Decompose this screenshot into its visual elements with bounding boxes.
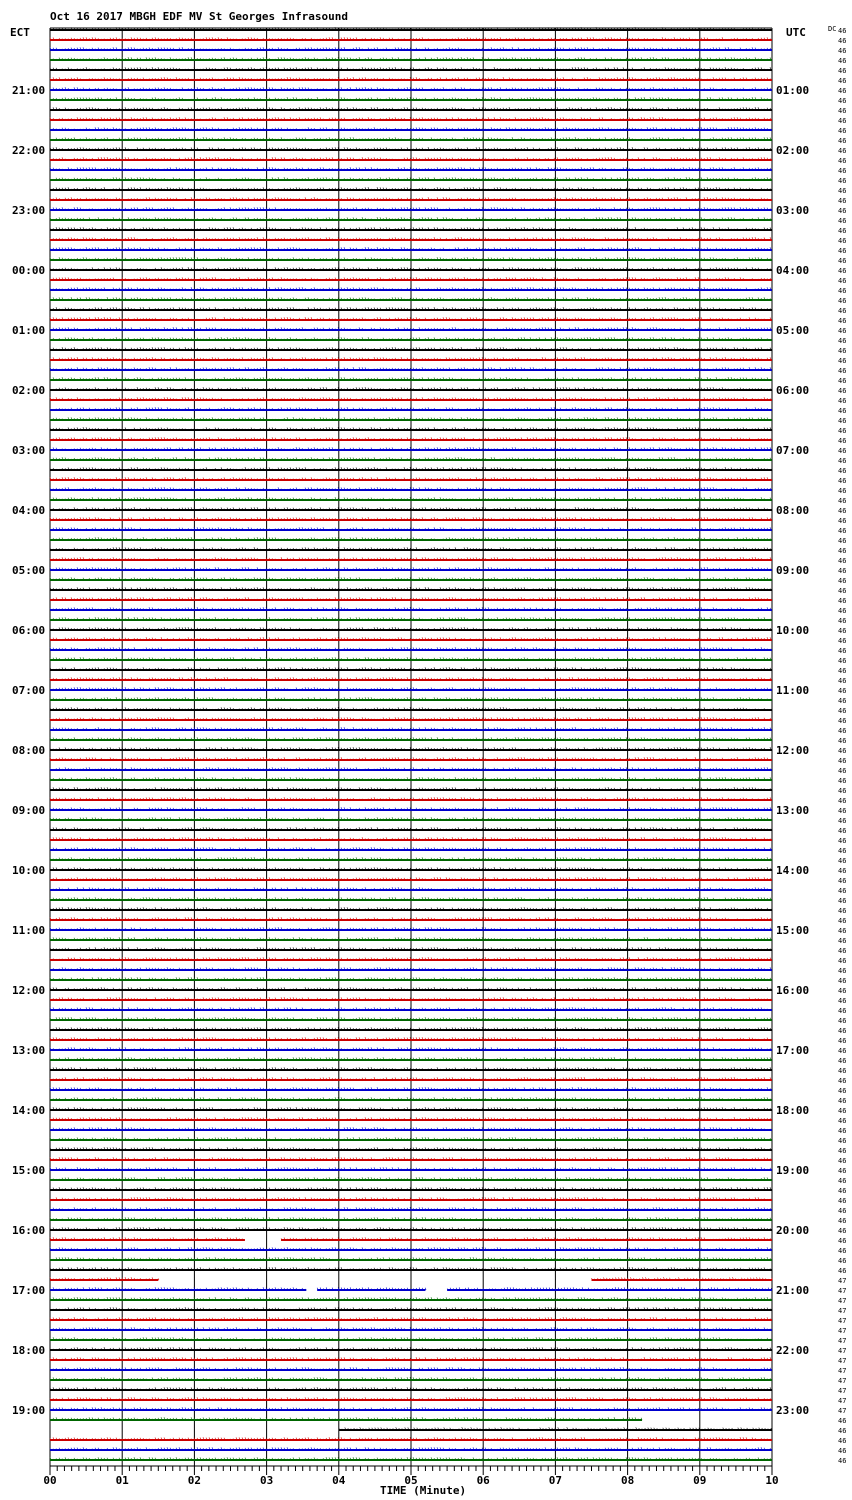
dc-value: 46 [838, 227, 847, 235]
chart-title: Oct 16 2017 MBGH EDF MV St Georges Infrasound [50, 10, 349, 23]
dc-value: 46 [838, 1057, 847, 1065]
dc-value: 46 [838, 1077, 847, 1085]
dc-value: 46 [838, 1127, 847, 1135]
dc-value: 46 [838, 127, 847, 135]
dc-value: 46 [838, 887, 847, 895]
dc-value: 46 [838, 1257, 847, 1265]
dc-value: 46 [838, 327, 847, 335]
dc-value: 46 [838, 957, 847, 965]
dc-value: 46 [838, 777, 847, 785]
dc-value: 47 [838, 1377, 847, 1385]
dc-value: 46 [838, 177, 847, 185]
dc-value: 46 [838, 897, 847, 905]
left-hour-label: 07:00 [12, 684, 46, 697]
dc-value: 46 [838, 267, 847, 275]
left-hour-label: 09:00 [12, 804, 46, 817]
dc-value: 46 [838, 817, 847, 825]
dc-value: 46 [838, 1197, 847, 1205]
dc-value: 46 [838, 937, 847, 945]
dc-value: 46 [838, 567, 847, 575]
dc-value: 46 [838, 1167, 847, 1175]
dc-value: 46 [838, 207, 847, 215]
right-hour-label: 05:00 [776, 324, 810, 337]
right-hour-label: 03:00 [776, 204, 810, 217]
dc-value: 46 [838, 307, 847, 315]
left-hour-label: 15:00 [12, 1164, 46, 1177]
right-hour-label: 07:00 [776, 444, 810, 457]
dc-value: 46 [838, 927, 847, 935]
dc-value: 46 [838, 727, 847, 735]
dc-value: 46 [838, 1417, 847, 1425]
dc-value: 46 [838, 647, 847, 655]
dc-value: 47 [838, 1287, 847, 1295]
right-hour-label: 11:00 [776, 684, 810, 697]
time-axis [43, 1466, 778, 1487]
left-hour-label: 22:00 [12, 144, 46, 157]
x-tick-label: 02 [187, 1474, 202, 1487]
dc-value: 46 [838, 167, 847, 175]
dc-value: 47 [838, 1337, 847, 1345]
left-hour-label: 21:00 [12, 84, 46, 97]
dc-value: 46 [838, 707, 847, 715]
dc-value: 46 [838, 1137, 847, 1145]
dc-value: 46 [838, 1207, 847, 1215]
dc-value: 46 [838, 837, 847, 845]
x-tick-label: 09 [693, 1474, 707, 1487]
dc-value: 46 [838, 517, 847, 525]
dc-value: 46 [838, 1267, 847, 1275]
right-hour-label: 22:00 [776, 1344, 810, 1357]
dc-value: 46 [838, 1457, 847, 1465]
dc-value: 46 [838, 1007, 847, 1015]
left-hour-label: 05:00 [12, 564, 46, 577]
dc-value: 46 [838, 877, 847, 885]
dc-value: 46 [838, 1187, 847, 1195]
left-hour-label: 10:00 [12, 864, 46, 877]
left-hour-label: 12:00 [12, 984, 46, 997]
dc-value: 46 [838, 667, 847, 675]
dc-value: 46 [838, 1097, 847, 1105]
dc-value: 46 [838, 1107, 847, 1115]
right-hour-label: 14:00 [776, 864, 810, 877]
dc-value: 46 [838, 757, 847, 765]
dc-value-column [838, 27, 846, 1465]
x-tick-label: 01 [115, 1474, 129, 1487]
dc-value: 46 [838, 457, 847, 465]
dc-value: 46 [838, 697, 847, 705]
dc-value: 46 [838, 1237, 847, 1245]
dc-value: 46 [838, 657, 847, 665]
x-tick-label: 10 [765, 1474, 779, 1487]
dc-value: 47 [838, 1367, 847, 1375]
left-hour-label: 02:00 [12, 384, 46, 397]
dc-value: 46 [838, 1017, 847, 1025]
dc-value: 46 [838, 827, 847, 835]
dc-header: DC [828, 25, 837, 33]
dc-value: 46 [838, 247, 847, 255]
dc-value: 46 [838, 37, 847, 45]
dc-value: 46 [838, 97, 847, 105]
left-hour-label: 01:00 [12, 324, 46, 337]
right-hour-label: 21:00 [776, 1284, 810, 1297]
dc-value: 46 [838, 987, 847, 995]
dc-value: 46 [838, 637, 847, 645]
dc-value: 46 [838, 417, 847, 425]
dc-value: 46 [838, 87, 847, 95]
dc-value: 46 [838, 187, 847, 195]
dc-value: 46 [838, 1147, 847, 1155]
dc-value: 47 [838, 1407, 847, 1415]
dc-value: 47 [838, 1347, 847, 1355]
dc-value: 46 [838, 1027, 847, 1035]
dc-value: 47 [838, 1387, 847, 1395]
left-hour-label: 03:00 [12, 444, 46, 457]
dc-value: 46 [838, 377, 847, 385]
right-hour-label: 20:00 [776, 1224, 810, 1237]
dc-value: 46 [838, 807, 847, 815]
dc-value: 46 [838, 77, 847, 85]
dc-value: 46 [838, 997, 847, 1005]
dc-value: 46 [838, 57, 847, 65]
dc-value: 46 [838, 157, 847, 165]
dc-value: 46 [838, 467, 847, 475]
dc-value: 46 [838, 427, 847, 435]
left-hour-label: 04:00 [12, 504, 46, 517]
dc-value: 46 [838, 437, 847, 445]
dc-value: 47 [838, 1357, 847, 1365]
dc-value: 46 [838, 1217, 847, 1225]
dc-value: 46 [838, 627, 847, 635]
dc-value: 47 [838, 1307, 847, 1315]
dc-value: 46 [838, 237, 847, 245]
right-hour-label: 06:00 [776, 384, 810, 397]
left-hour-label: 19:00 [12, 1404, 46, 1417]
x-tick-label: 05 [404, 1474, 418, 1487]
dc-value: 46 [838, 357, 847, 365]
dc-value: 46 [838, 687, 847, 695]
dc-value: 46 [838, 797, 847, 805]
right-hour-label: 19:00 [776, 1164, 810, 1177]
dc-value: 46 [838, 587, 847, 595]
dc-value: 46 [838, 607, 847, 615]
dc-value: 46 [838, 977, 847, 985]
dc-value: 46 [838, 857, 847, 865]
dc-value: 46 [838, 557, 847, 565]
dc-value: 46 [838, 117, 847, 125]
dc-value: 46 [838, 407, 847, 415]
dc-value: 47 [838, 1317, 847, 1325]
dc-value: 46 [838, 537, 847, 545]
right-hour-label: 23:00 [776, 1404, 810, 1417]
x-axis-label: TIME (Minute) [380, 1484, 467, 1497]
dc-value: 46 [838, 867, 847, 875]
dc-value: 46 [838, 1117, 847, 1125]
right-hour-label: 16:00 [776, 984, 810, 997]
dc-value: 46 [838, 217, 847, 225]
dc-value: 46 [838, 1227, 847, 1235]
dc-value: 46 [838, 497, 847, 505]
x-tick-label: 08 [620, 1474, 635, 1487]
right-hour-label: 12:00 [776, 744, 810, 757]
dc-value: 46 [838, 1427, 847, 1435]
left-hour-label: 08:00 [12, 744, 46, 757]
left-hour-label: 17:00 [12, 1284, 46, 1297]
dc-value: 46 [838, 717, 847, 725]
dc-value: 46 [838, 967, 847, 975]
dc-value: 46 [838, 137, 847, 145]
dc-value: 46 [838, 1437, 847, 1445]
x-tick-label: 06 [476, 1474, 490, 1487]
dc-value: 46 [838, 27, 847, 35]
left-hour-label: 14:00 [12, 1104, 46, 1117]
left-hour-label: 16:00 [12, 1224, 46, 1237]
dc-value: 46 [838, 47, 847, 55]
dc-value: 46 [838, 747, 847, 755]
dc-value: 46 [838, 947, 847, 955]
right-hour-label: 18:00 [776, 1104, 810, 1117]
right-hour-label: 17:00 [776, 1044, 810, 1057]
dc-value: 46 [838, 287, 847, 295]
dc-value: 46 [838, 1087, 847, 1095]
x-tick-label: 03 [259, 1474, 274, 1487]
dc-value: 46 [838, 317, 847, 325]
right-hour-label: 04:00 [776, 264, 810, 277]
dc-value: 46 [838, 597, 847, 605]
dc-value: 46 [838, 367, 847, 375]
dc-value: 46 [838, 1047, 847, 1055]
right-hour-label: 01:00 [776, 84, 810, 97]
right-hour-label: 09:00 [776, 564, 810, 577]
right-hour-label: 13:00 [776, 804, 810, 817]
dc-value: 46 [838, 737, 847, 745]
right-hour-label: 08:00 [776, 504, 810, 517]
right-hour-label: 02:00 [776, 144, 810, 157]
dc-value: 46 [838, 347, 847, 355]
dc-value: 46 [838, 767, 847, 775]
left-zone-label: ECT [10, 26, 30, 39]
dc-value: 46 [838, 507, 847, 515]
dc-value: 46 [838, 1037, 847, 1045]
left-hour-label: 00:00 [12, 264, 46, 277]
dc-value: 46 [838, 397, 847, 405]
dc-value: 46 [838, 147, 847, 155]
left-hour-label: 11:00 [12, 924, 46, 937]
dc-value: 46 [838, 577, 847, 585]
x-tick-label: 04 [332, 1474, 346, 1487]
dc-value: 46 [838, 527, 847, 535]
dc-value: 46 [838, 487, 847, 495]
x-tick-label: 00 [43, 1474, 57, 1487]
dc-value: 46 [838, 197, 847, 205]
dc-value: 46 [838, 107, 847, 115]
x-tick-label: 07 [548, 1474, 563, 1487]
dc-value: 46 [838, 477, 847, 485]
dc-value: 46 [838, 297, 847, 305]
dc-value: 46 [838, 547, 847, 555]
dc-value: 46 [838, 387, 847, 395]
left-hour-label: 13:00 [12, 1044, 46, 1057]
dc-value: 47 [838, 1277, 847, 1285]
dc-value: 47 [838, 1297, 847, 1305]
dc-value: 46 [838, 67, 847, 75]
dc-value: 46 [838, 907, 847, 915]
dc-value: 46 [838, 257, 847, 265]
left-hour-label: 23:00 [12, 204, 46, 217]
dc-value: 46 [838, 1067, 847, 1075]
dc-value: 46 [838, 277, 847, 285]
dc-value: 46 [838, 337, 847, 345]
dc-value: 47 [838, 1397, 847, 1405]
left-hour-label: 18:00 [12, 1344, 46, 1357]
left-hour-label: 06:00 [12, 624, 46, 637]
right-zone-label: UTC [786, 26, 806, 39]
dc-value: 46 [838, 1157, 847, 1165]
dc-value: 46 [838, 847, 847, 855]
dc-value: 46 [838, 787, 847, 795]
dc-value: 46 [838, 447, 847, 455]
dc-value: 46 [838, 1447, 847, 1455]
dc-value: 46 [838, 917, 847, 925]
dc-value: 46 [838, 617, 847, 625]
dc-value: 47 [838, 1327, 847, 1335]
dc-value: 46 [838, 1177, 847, 1185]
right-hour-label: 15:00 [776, 924, 810, 937]
dc-value: 46 [838, 1247, 847, 1255]
right-hour-label: 10:00 [776, 624, 810, 637]
dc-value: 46 [838, 677, 847, 685]
